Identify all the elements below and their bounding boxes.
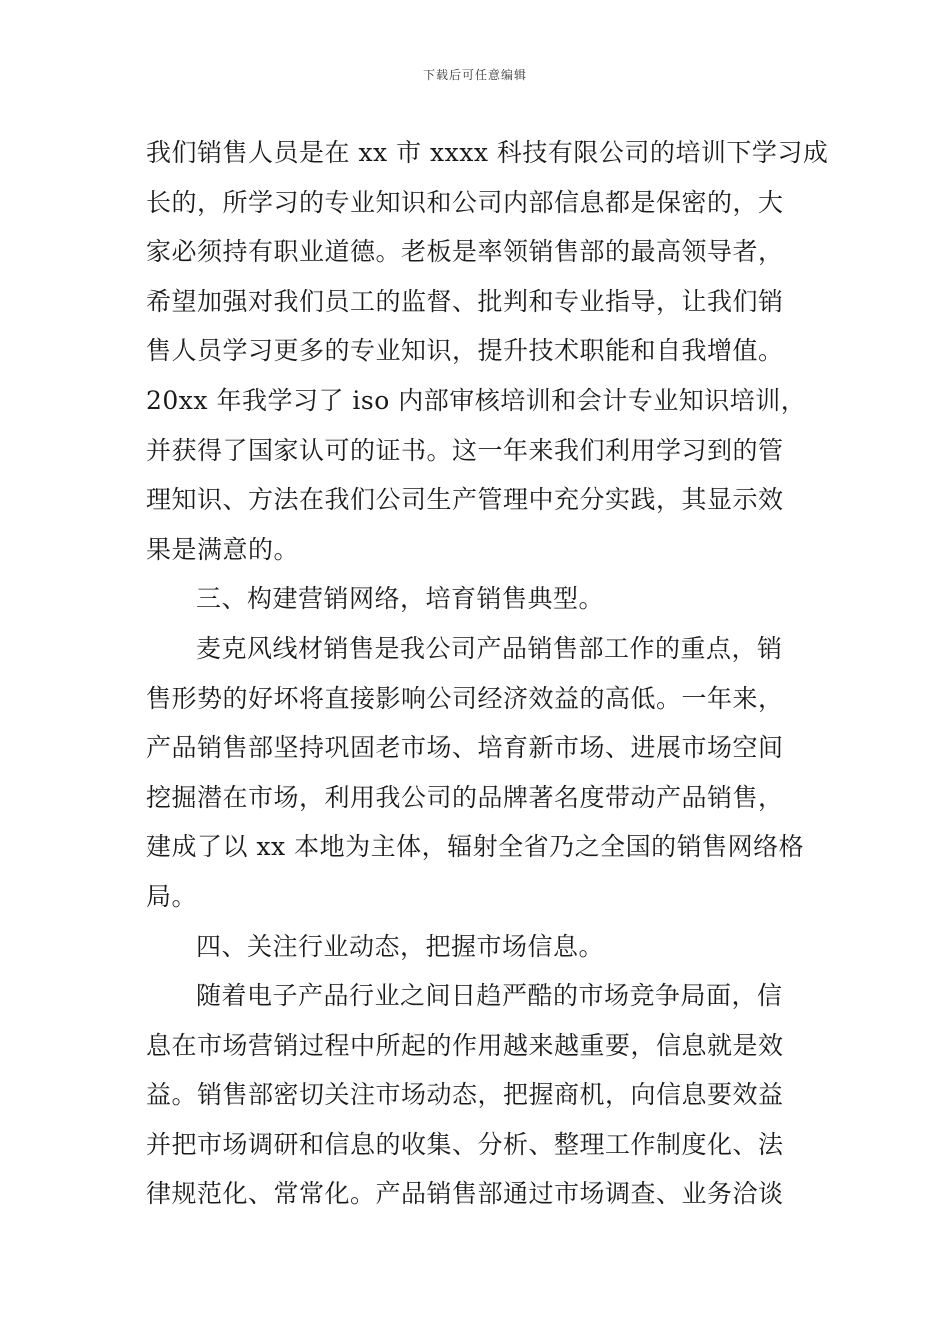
text-line: 我们销售人员是在 xx 市 xxxx 科技有限公司的培训下学习成 xyxy=(146,138,829,167)
text-line: 息在市场营销过程中所起的作用越来越重要，信息就是效 xyxy=(146,1030,784,1060)
text-line: 理知识、方法在我们公司生产管理中充分实践，其显示效 xyxy=(146,485,784,515)
text-line: 果是满意的。 xyxy=(146,534,300,564)
text-line: 产品销售部坚持巩固老市场、培育新市场、进展市场空间 xyxy=(146,733,784,763)
document-body xyxy=(146,128,829,1219)
text-line: 局。 xyxy=(146,881,198,911)
page-header: 下载后可任意编辑 xyxy=(422,68,527,82)
section-heading: 四、关注行业动态，把握市场信息。 xyxy=(196,931,605,961)
text-line: 并获得了国家认可的证书。这一年来我们利用学习到的管 xyxy=(146,435,784,465)
text-line: 麦克风线材销售是我公司产品销售部工作的重点，销 xyxy=(196,633,783,663)
text-line: 售人员学习更多的专业知识，提升技术职能和自我增值。 xyxy=(146,336,784,366)
text-line: 家必须持有职业道德。老板是率领销售部的最高领导者， xyxy=(146,237,784,267)
text-line: 并把市场调研和信息的收集、分析、整理工作制度化、法 xyxy=(146,1129,784,1159)
text-line: 希望加强对我们员工的监督、批判和专业指导，让我们销 xyxy=(146,286,784,316)
text-line: 益。销售部密切关注市场动态，把握商机，向信息要效益 xyxy=(146,1080,784,1110)
text-line: 挖掘潜在市场，利用我公司的品牌著名度带动产品销售， xyxy=(146,782,784,812)
section-heading: 三、构建营销网络，培育销售典型。 xyxy=(196,584,605,614)
text-line: 律规范化、常常化。产品销售部通过市场调查、业务洽谈 xyxy=(146,1179,784,1209)
text-line: 20xx 年我学习了 iso 内部审核培训和会计专业知识培训， xyxy=(146,385,807,415)
text-line: 随着电子产品行业之间日趋严酷的市场竞争局面，信 xyxy=(196,981,783,1011)
text-line: 建成了以 xx 本地为主体，辐射全省乃之全国的销售网络格 xyxy=(146,832,805,862)
text-line: 长的，所学习的专业知识和公司内部信息都是保密的，大 xyxy=(146,187,784,217)
text-line: 售形势的好坏将直接影响公司经济效益的高低。一年来， xyxy=(146,683,784,713)
